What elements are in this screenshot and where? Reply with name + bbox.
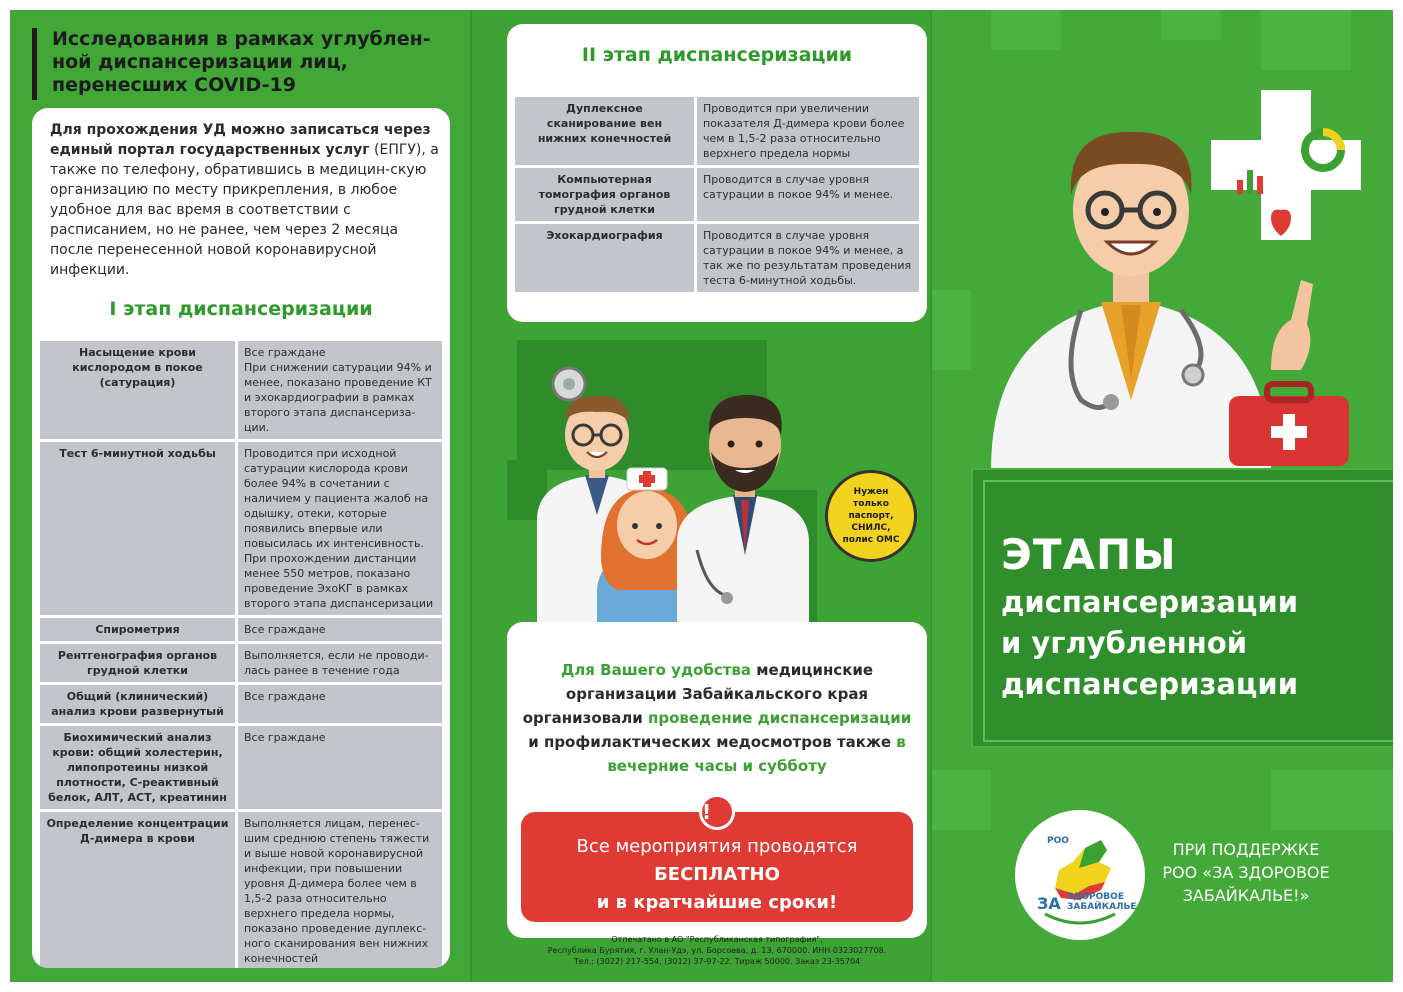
exam-description: Проводится в случае уровня сатурации в покое 94% и менее, а так же по результатам проведения теста 6-минутной ходьбы. [697, 224, 919, 292]
info-card [507, 622, 927, 938]
imprint-line: Тел.: (3022) 217-554, (3012) 37-97-22. Тираж 50000. Заказ 23-35704 [573, 957, 861, 966]
support-line: ПРИ ПОДДЕРЖКЕ [1172, 840, 1320, 859]
stage-2-title: II этап диспансеризации [581, 44, 853, 66]
intro-rest: (ЕПГУ), а также по телефону, обратившись в медицин-скую организацию по месту прикрепления, в любое удобное для вас время в соответствии с расписанием, но не ранее, чем через 2 месяца после перенесенной новой коронавирусной инфекции. [50, 142, 439, 278]
decor-block [1271, 770, 1393, 830]
free-notice-line-3: и в кратчайшие сроки! [596, 892, 838, 913]
panel-middle [471, 10, 931, 982]
table-row [40, 644, 442, 682]
support-line: ЗАБАЙКАЛЬЕ!» [1182, 886, 1310, 905]
text-green: Для Вашего удобства [560, 661, 752, 679]
imprint [507, 934, 927, 967]
decor-block [1261, 10, 1351, 70]
exam-name: Компьютерная томография органов грудной клетки [515, 168, 697, 221]
title-banner [971, 468, 1393, 748]
cover-subtitle-line: диспансеризации [1001, 667, 1299, 701]
exam-description: Выполняется лицам, перенес-шим среднюю степень тяжести и выше новой коронавирусной инфекции, при повышении уровня Д-димера более чем в 1,5-2 раза относительно верхнего предела нормы, показано проведение дуплекс-ного сканирования вен нижних конечностей [238, 812, 442, 968]
exam-name: Насыщение крови кислородом в покое (сатурация) [40, 341, 238, 439]
logo-name-line: ЗДОРОВОЕ [1067, 892, 1124, 902]
cover-subtitle-line: и углубленной [1001, 626, 1248, 660]
table-row [515, 224, 919, 292]
imprint-line: Республика Бурятия, г. Улан-Удэ, ул. Борсоева, д. 13, 670000. ИНН 0323027708. [547, 946, 887, 955]
table-row [40, 812, 442, 968]
table-row [40, 341, 442, 439]
exam-description: Все граждане При снижении сатурации 94% и менее, показано проведение КТ и эхокардиографии в рамках второго этапа диспансериза-ции. [238, 341, 442, 439]
exam-description: Все граждане [238, 726, 442, 809]
doctor-illustration [971, 70, 1371, 470]
region-map-icon [1015, 810, 1145, 940]
stage-1-table [40, 338, 442, 968]
cover-title: ЭТАПЫ [1001, 530, 1177, 579]
support-line: РОО «ЗА ЗДОРОВОЕ [1162, 863, 1330, 882]
fold-line [930, 10, 932, 982]
support-text [1161, 838, 1331, 907]
text-green: проведение диспансеризации [647, 709, 912, 727]
doctor-icon [971, 70, 1371, 470]
decor-block [991, 10, 1061, 50]
text-green: в вечерние часы и субботу [607, 733, 906, 775]
cover-subtitle-line: диспансеризации [1001, 585, 1299, 619]
exam-name: Определение концентрации Д-димера в крови [40, 812, 238, 968]
leaflet [10, 10, 1393, 982]
exam-name: Общий (клинический) анализ крови развернутый [40, 685, 238, 723]
exam-name: Рентгенография органов грудной клетки [40, 644, 238, 682]
panel-left [10, 10, 471, 982]
exam-description: Проводится при исходной сатурации кислорода крови более 94% в сочетании с наличием у пациента жалоб на одышку, отеки, которые появились впервые или повысилась их интенсивность. При прохождении дистанции менее 550 метров, показано проведение ЭхоКГ в рамках второго этапа диспансеризации [238, 442, 442, 615]
documents-badge: Нужен только паспорт, СНИЛС, полис ОМС [825, 470, 917, 562]
intro-bold: Для прохождения УД можно записаться через единый портал государственных услуг [50, 122, 431, 158]
exam-description: Проводится при увеличении показателя Д-димера крови более чем в 1,5-2 раза относительно верхнего предела нормы [697, 97, 919, 165]
doctors-illustration [507, 340, 927, 630]
logo-name [1067, 892, 1137, 912]
table-row [40, 618, 442, 641]
text-plain: медицинские организации Забайкальского края организовали [522, 661, 874, 727]
table-row [515, 97, 919, 165]
exam-name: Дуплексное сканирование вен нижних конечностей [515, 97, 697, 165]
cover-subtitle [1001, 582, 1381, 705]
fold-line [470, 10, 472, 982]
stage-2-table [515, 94, 919, 295]
org-logo [1015, 810, 1145, 940]
table-row [515, 168, 919, 221]
exam-description: Все граждане [238, 618, 442, 641]
stage-1-title: I этап диспансеризации [109, 298, 373, 320]
covid-heading: Исследования в рамках углублен-ной диспансеризации лиц, перенесших COVID-19 [52, 28, 431, 96]
exam-name: Тест 6-минутной ходьбы [40, 442, 238, 615]
logo-za: ЗА [1037, 894, 1061, 913]
imprint-line: Отпечатано в АО "Республиканская типография", [611, 935, 823, 944]
decor-block [931, 290, 971, 370]
panel-cover [931, 10, 1393, 982]
exam-description: Проводится в случае уровня сатурации в покое 94% и менее. [697, 168, 919, 221]
table-row [40, 726, 442, 809]
exam-description: Выполняется, если не проводи-лась ранее в течение года [238, 644, 442, 682]
heading-accent-bar [32, 28, 37, 100]
table-row [40, 442, 442, 615]
exam-name: Биохимический анализ крови: общий холестерин, липопротеины низкой плотности, С-реактивный белок, АЛТ, АСТ, креатинин [40, 726, 238, 809]
decor-block [931, 770, 991, 830]
stage-1-card [32, 108, 450, 968]
intro-text [50, 120, 442, 280]
exam-name: Спирометрия [40, 618, 238, 641]
free-notice-line-1: Все мероприятия проводятся [576, 836, 858, 857]
convenience-text [519, 658, 915, 778]
table-row [40, 685, 442, 723]
logo-roo: РОО [1047, 836, 1069, 846]
text-plain: и профилактических медосмотров также [528, 733, 897, 751]
exam-name: Эхокардиография [515, 224, 697, 292]
exam-description: Все граждане [238, 685, 442, 723]
exclamation-icon: ! [699, 794, 735, 830]
stage-2-card [507, 24, 927, 322]
logo-name-line: ЗАБАЙКАЛЬЕ [1067, 902, 1137, 912]
free-notice-line-2: БЕСПЛАТНО [654, 864, 780, 885]
decor-block [1161, 10, 1221, 40]
